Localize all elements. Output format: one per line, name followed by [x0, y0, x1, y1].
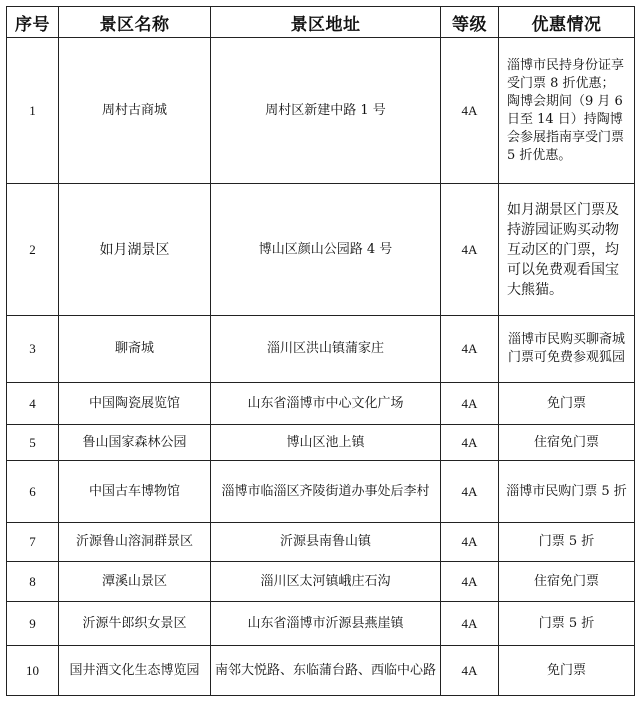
cell-discount: 淄博市民持身份证享受门票 8 折优惠；陶博会期间（9 月 6 日至 14 日）持陶博会参展指南享受门票 5 折优惠。	[499, 38, 635, 184]
table-row	[7, 562, 635, 602]
header-level: 等级	[441, 7, 499, 38]
cell-seq: 2	[7, 184, 59, 316]
cell-discount: 免门票	[499, 646, 635, 696]
table-row	[7, 184, 635, 316]
cell-name: 中国陶瓷展览馆	[59, 383, 211, 425]
cell-seq: 1	[7, 38, 59, 184]
cell-address: 博山区池上镇	[211, 425, 441, 461]
cell-address: 南邻大悦路、东临蒲台路、西临中心路	[211, 646, 441, 696]
table-row	[7, 523, 635, 562]
cell-address: 淄博市临淄区齐陵街道办事处后李村	[211, 461, 441, 523]
cell-name: 潭溪山景区	[59, 562, 211, 602]
cell-level: 4A	[441, 184, 499, 316]
table-row	[7, 461, 635, 523]
cell-address: 淄川区太河镇峨庄石沟	[211, 562, 441, 602]
cell-level: 4A	[441, 646, 499, 696]
cell-name: 如月湖景区	[59, 184, 211, 316]
header-seq: 序号	[7, 7, 59, 38]
cell-name: 中国古车博物馆	[59, 461, 211, 523]
table-row	[7, 602, 635, 646]
cell-level: 4A	[441, 562, 499, 602]
cell-address: 山东省淄博市沂源县燕崖镇	[211, 602, 441, 646]
cell-seq: 8	[7, 562, 59, 602]
cell-seq: 7	[7, 523, 59, 562]
cell-discount: 门票 5 折	[499, 523, 635, 562]
cell-level: 4A	[441, 316, 499, 383]
table-row	[7, 646, 635, 696]
cell-level: 4A	[441, 602, 499, 646]
cell-name: 国井酒文化生态博览园	[59, 646, 211, 696]
header-discount: 优惠情况	[499, 7, 635, 38]
cell-name: 沂源鲁山溶洞群景区	[59, 523, 211, 562]
table-body	[7, 38, 635, 696]
cell-name: 周村古商城	[59, 38, 211, 184]
cell-seq: 4	[7, 383, 59, 425]
cell-level: 4A	[441, 425, 499, 461]
table-row	[7, 38, 635, 184]
cell-level: 4A	[441, 461, 499, 523]
cell-discount: 住宿免门票	[499, 562, 635, 602]
header-row	[7, 7, 635, 38]
cell-address: 淄川区洪山镇蒲家庄	[211, 316, 441, 383]
cell-discount: 门票 5 折	[499, 602, 635, 646]
cell-name: 鲁山国家森林公园	[59, 425, 211, 461]
cell-address: 沂源县南鲁山镇	[211, 523, 441, 562]
header-name: 景区名称	[59, 7, 211, 38]
cell-level: 4A	[441, 523, 499, 562]
cell-level: 4A	[441, 383, 499, 425]
cell-seq: 3	[7, 316, 59, 383]
cell-name: 聊斋城	[59, 316, 211, 383]
table-row	[7, 316, 635, 383]
cell-discount: 住宿免门票	[499, 425, 635, 461]
header-address: 景区地址	[211, 7, 441, 38]
cell-seq: 6	[7, 461, 59, 523]
table-row	[7, 425, 635, 461]
cell-discount: 淄博市民购门票 5 折	[499, 461, 635, 523]
cell-discount: 如月湖景区门票及持游园证购买动物互动区的门票，均可以免费观看国宝大熊猫。	[499, 184, 635, 316]
cell-address: 博山区颜山公园路 4 号	[211, 184, 441, 316]
cell-level: 4A	[441, 38, 499, 184]
cell-address: 山东省淄博市中心文化广场	[211, 383, 441, 425]
attractions-table	[6, 6, 635, 696]
cell-discount: 淄博市民购买聊斋城门票可免费参观狐园	[499, 316, 635, 383]
cell-name: 沂源牛郎织女景区	[59, 602, 211, 646]
table-row	[7, 383, 635, 425]
cell-seq: 9	[7, 602, 59, 646]
table-header	[7, 7, 635, 38]
cell-seq: 10	[7, 646, 59, 696]
cell-discount: 免门票	[499, 383, 635, 425]
cell-address: 周村区新建中路 1 号	[211, 38, 441, 184]
cell-seq: 5	[7, 425, 59, 461]
